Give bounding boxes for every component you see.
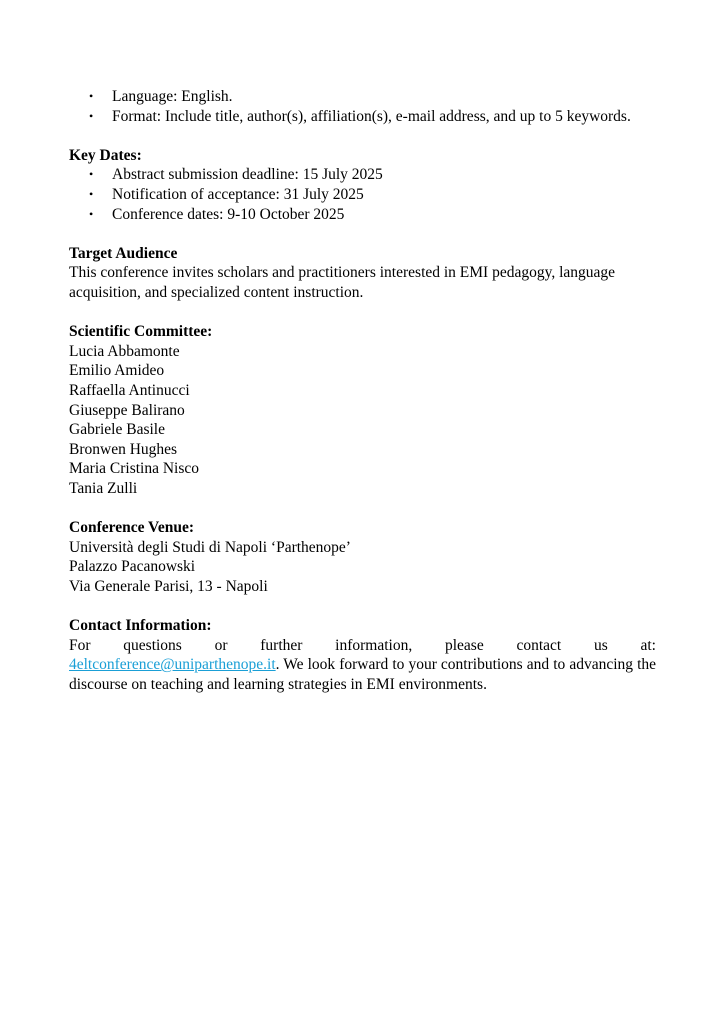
bullet-icon: • — [89, 186, 94, 201]
list-item-text: Format: Include title, author(s), affiliation(s), e-mail address, and up to 5 keywords. — [112, 107, 631, 125]
bullet-icon: • — [89, 108, 94, 123]
list-item-text: Notification of acceptance: 31 July 2025 — [112, 185, 364, 203]
scientific-committee-heading: Scientific Committee: — [69, 323, 213, 341]
document-body — [69, 87, 656, 694]
contact-outro: . We look forward to your contributions and to advancing the discourse on teaching and learning strategies in EMI environments. — [69, 656, 656, 693]
list-item-text: Abstract submission deadline: 15 July 2025 — [112, 166, 383, 184]
list-item — [69, 205, 656, 225]
bullet-icon: • — [89, 167, 94, 182]
contact-paragraph — [69, 655, 656, 694]
list-item — [69, 165, 656, 185]
list-item-text: Conference dates: 9-10 October 2025 — [112, 205, 345, 223]
venue-building: Palazzo Pacanowski — [69, 558, 196, 576]
committee-member: Giuseppe Balirano — [69, 401, 185, 419]
contact-email-link[interactable]: 4eltconference@uniparthenope.it — [69, 656, 276, 674]
contact-heading: Contact Information: — [69, 617, 212, 635]
committee-member: Maria Cristina Nisco — [69, 460, 200, 478]
submission-format-list — [69, 87, 656, 126]
list-item — [69, 185, 656, 205]
venue-section — [69, 518, 656, 596]
committee-member: Lucia Abbamonte — [69, 342, 180, 360]
contact-intro: For questions or further information, please contact us at: — [69, 636, 656, 654]
scientific-committee-section — [69, 322, 656, 498]
committee-member: Gabriele Basile — [69, 421, 165, 439]
list-item-text: Language: English. — [112, 88, 233, 105]
venue-university: Università degli Studi di Napoli ‘Parthenope’ — [69, 538, 351, 556]
committee-member: Raffaella Antinucci — [69, 381, 190, 399]
committee-member: Bronwen Hughes — [69, 440, 178, 458]
key-dates-heading: Key Dates: — [69, 146, 142, 164]
target-audience-section — [69, 244, 656, 303]
key-dates-section — [69, 146, 656, 224]
list-item — [69, 87, 656, 107]
venue-heading: Conference Venue: — [69, 519, 194, 537]
bullet-icon: • — [89, 89, 94, 103]
venue-address: Via Generale Parisi, 13 - Napoli — [69, 577, 268, 595]
target-audience-text: This conference invites scholars and practitioners interested in EMI pedagogy, language acquisition, and specialized content instruction. — [69, 264, 616, 301]
committee-member: Emilio Amideo — [69, 362, 165, 380]
key-dates-list — [69, 165, 656, 224]
contact-section — [69, 616, 656, 694]
target-audience-heading: Target Audience — [69, 244, 178, 262]
list-item — [69, 107, 656, 127]
bullet-icon: • — [89, 206, 94, 221]
committee-member: Tania Zulli — [69, 479, 138, 497]
